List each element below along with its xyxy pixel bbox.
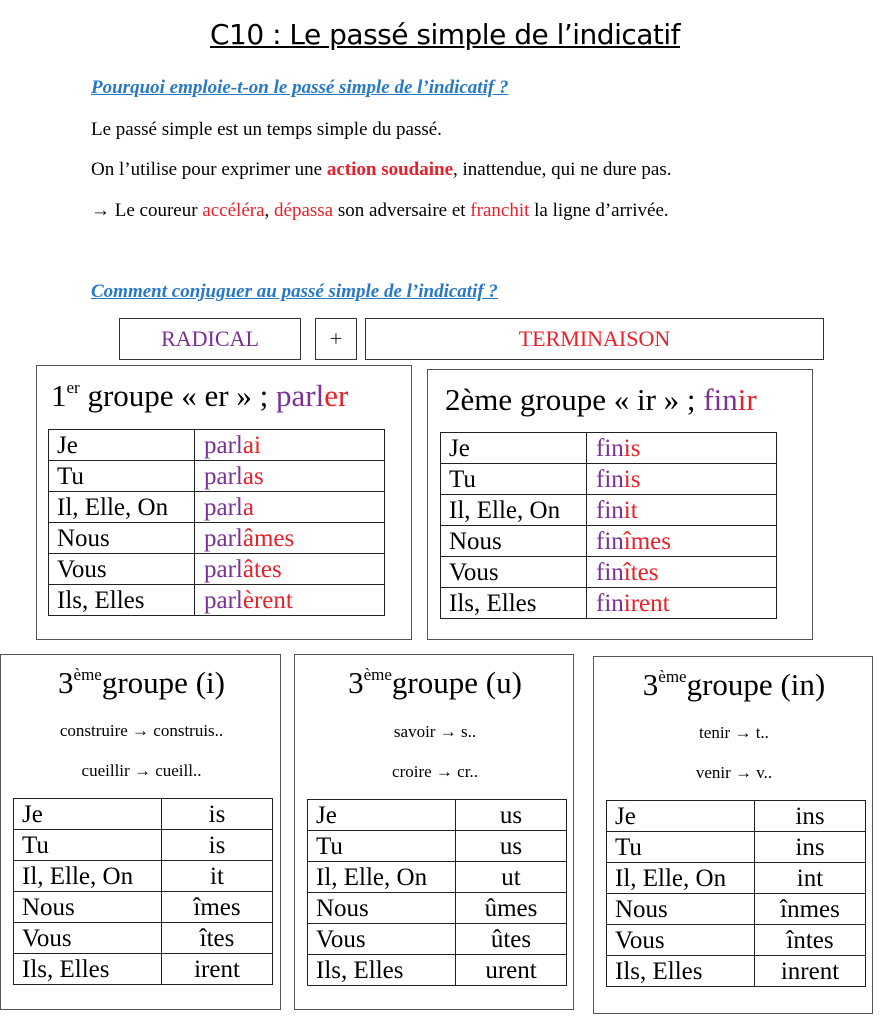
conjugation-cell: [587, 433, 777, 464]
verb-stem: parl: [204, 493, 243, 521]
definition-line: Le passé simple est un temps simple du passé.: [91, 119, 442, 140]
pronoun-cell: Nous: [308, 893, 456, 924]
group2-label: 2ème groupe « ir » ;: [445, 382, 704, 417]
conjugation-cell: is: [162, 830, 273, 861]
verb-ending: it: [623, 496, 638, 524]
table-row: [441, 557, 777, 588]
group3i-num: 3: [58, 665, 74, 700]
group3u-heading: [295, 665, 575, 701]
group3in-num: 3: [642, 667, 659, 702]
group3u-table: [307, 799, 567, 986]
verb-stem: fin: [596, 589, 624, 617]
group3u-rule-2: croire → cr..: [392, 762, 478, 781]
verb-ending: is: [623, 465, 641, 493]
pronoun-cell: Je: [14, 799, 162, 830]
table-row: [49, 461, 385, 492]
table-row: [14, 892, 273, 923]
group3i-sup: ème: [73, 665, 102, 684]
table-row: [607, 894, 866, 925]
pronoun-cell: Ils, Elles: [607, 956, 755, 987]
terminaison-box: TERMINAISON: [365, 318, 824, 360]
pronoun-cell: Nous: [441, 526, 587, 557]
group2-table: [440, 432, 777, 619]
pronoun-cell: Ils, Elles: [49, 585, 195, 616]
conjugation-cell: inrent: [755, 956, 866, 987]
verb-stem: parl: [204, 431, 243, 459]
plus-box: +: [315, 318, 357, 360]
pronoun-cell: Nous: [14, 892, 162, 923]
conjugation-cell: irent: [162, 954, 273, 985]
table-row: [607, 956, 866, 987]
verb-ending: ai: [242, 431, 261, 459]
conjugation-cell: înmes: [755, 894, 866, 925]
conjugation-cell: îmes: [162, 892, 273, 923]
conjugation-cell: [587, 495, 777, 526]
table-row: [308, 893, 567, 924]
example-text-4: la ligne d’arrivée.: [529, 200, 669, 221]
group3u-sup: ème: [363, 665, 392, 684]
verb-ending: âtes: [242, 555, 282, 583]
table-row: [607, 832, 866, 863]
group2-panel: [427, 369, 813, 640]
pronoun-cell: Vous: [14, 923, 162, 954]
table-row: [607, 801, 866, 832]
verb-ending: îtes: [623, 558, 659, 586]
table-row: [14, 830, 273, 861]
question-why: Pourquoi emploie-t-on le passé simple de l’indicatif ?: [91, 77, 509, 98]
example-text-3: son adversaire et: [333, 200, 471, 221]
table-row: [308, 924, 567, 955]
conjugation-cell: [587, 464, 777, 495]
verb-ending: âmes: [242, 524, 295, 552]
pronoun-cell: Je: [308, 800, 456, 831]
example-verb-3: franchit: [470, 200, 530, 221]
verb-stem: parl: [204, 555, 243, 583]
group3in-rule-2: venir → v..: [695, 763, 773, 782]
arrow-icon: →: [91, 200, 110, 221]
group3i-rule-1: construire → construis..: [59, 721, 224, 740]
pronoun-cell: Ils, Elles: [14, 954, 162, 985]
conjugation-cell: îtes: [162, 923, 273, 954]
verb-ending: èrent: [242, 586, 293, 614]
pronoun-cell: Tu: [441, 464, 587, 495]
conjugation-cell: întes: [755, 925, 866, 956]
conjugation-cell: ut: [456, 862, 567, 893]
group3i-rule-2: cueillir → cueill..: [81, 761, 202, 780]
pronoun-cell: Vous: [607, 925, 755, 956]
group1-label: groupe « er » ;: [79, 378, 276, 413]
group1-heading: [51, 378, 348, 414]
table-row: [441, 433, 777, 464]
table-row: [441, 495, 777, 526]
conjugation-cell: [587, 588, 777, 619]
table-row: [49, 430, 385, 461]
pronoun-cell: Il, Elle, On: [607, 863, 755, 894]
example-line: [91, 200, 669, 222]
table-row: [49, 492, 385, 523]
group3i-panel: [0, 654, 281, 1010]
usage-line: [91, 159, 671, 181]
group3in-panel: [593, 656, 873, 1014]
conjugation-cell: [195, 492, 385, 523]
conjugation-cell: int: [755, 863, 866, 894]
pronoun-cell: Tu: [14, 830, 162, 861]
conjugation-cell: [195, 461, 385, 492]
pronoun-cell: Ils, Elles: [441, 588, 587, 619]
group1-table: [48, 429, 385, 616]
example-verb-2: dépassa: [274, 200, 334, 221]
group3u-label: groupe (u): [391, 665, 522, 700]
pronoun-cell: Vous: [49, 554, 195, 585]
table-row: [14, 954, 273, 985]
verb-stem: fin: [596, 496, 624, 524]
usage-highlight: action soudaine: [326, 159, 454, 180]
example-verb-1: accéléra: [202, 200, 265, 221]
verb-stem: parl: [204, 524, 243, 552]
table-row: [607, 925, 866, 956]
pronoun-cell: Il, Elle, On: [441, 495, 587, 526]
conjugation-cell: urent: [456, 955, 567, 986]
conjugation-cell: [195, 430, 385, 461]
group2-verb-radical: fin: [703, 382, 738, 417]
pronoun-cell: Tu: [49, 461, 195, 492]
verb-ending: a: [242, 493, 254, 521]
table-row: [49, 554, 385, 585]
pronoun-cell: Il, Elle, On: [49, 492, 195, 523]
pronoun-cell: Je: [441, 433, 587, 464]
group3in-table: [606, 800, 866, 987]
usage-text-2: , inattendue, qui ne dure pas.: [453, 159, 672, 180]
group1-num: 1: [51, 378, 67, 413]
table-row: [308, 955, 567, 986]
verb-ending: is: [623, 434, 641, 462]
verb-ending: irent: [623, 589, 670, 617]
conjugation-cell: [195, 523, 385, 554]
pronoun-cell: Tu: [607, 832, 755, 863]
pronoun-cell: Je: [49, 430, 195, 461]
table-row: [49, 523, 385, 554]
group3i-table: [13, 798, 273, 985]
conjugation-cell: is: [162, 799, 273, 830]
example-text-2: ,: [264, 200, 275, 221]
pronoun-cell: Vous: [441, 557, 587, 588]
pronoun-cell: Je: [607, 801, 755, 832]
example-text-1: Le coureur: [110, 200, 203, 221]
question-how: Comment conjuguer au passé simple de l’indicatif ?: [91, 281, 498, 302]
verb-stem: fin: [596, 434, 624, 462]
group1-panel: [36, 365, 412, 640]
group3in-rule-1: tenir → t..: [699, 723, 769, 742]
conjugation-cell: ûtes: [456, 924, 567, 955]
conjugation-cell: us: [456, 800, 567, 831]
verb-stem: fin: [596, 527, 624, 555]
verb-ending: as: [242, 462, 264, 490]
group3in-heading: [594, 667, 874, 703]
table-row: [441, 588, 777, 619]
table-row: [441, 464, 777, 495]
group1-sup: er: [66, 378, 80, 397]
verb-ending: îmes: [623, 527, 671, 555]
conjugation-cell: [587, 526, 777, 557]
conjugation-cell: [195, 585, 385, 616]
table-row: [607, 863, 866, 894]
pronoun-cell: Il, Elle, On: [14, 861, 162, 892]
pronoun-cell: Il, Elle, On: [308, 862, 456, 893]
pronoun-cell: Nous: [607, 894, 755, 925]
radical-box: RADICAL: [119, 318, 301, 360]
conjugation-cell: it: [162, 861, 273, 892]
verb-stem: fin: [596, 465, 624, 493]
pronoun-cell: Vous: [308, 924, 456, 955]
table-row: [14, 799, 273, 830]
table-row: [308, 862, 567, 893]
table-row: [308, 831, 567, 862]
table-row: [14, 923, 273, 954]
verb-stem: parl: [204, 586, 243, 614]
conjugation-cell: ins: [755, 832, 866, 863]
group2-heading: [445, 382, 757, 418]
group3u-panel: [294, 654, 574, 1010]
group3in-label: groupe (in): [686, 667, 826, 702]
conjugation-cell: [587, 557, 777, 588]
verb-stem: fin: [596, 558, 624, 586]
group3u-rule-1: savoir → s..: [393, 722, 477, 741]
group1-verb-ending: er: [324, 378, 349, 413]
group1-verb-radical: parl: [276, 378, 325, 413]
pronoun-cell: Tu: [308, 831, 456, 862]
group3i-heading: [1, 665, 282, 701]
pronoun-cell: Ils, Elles: [308, 955, 456, 986]
table-row: [308, 800, 567, 831]
group3i-label: groupe (i): [101, 665, 225, 700]
page-title: C10 : Le passé simple de l’indicatif: [209, 18, 681, 51]
conjugation-cell: [195, 554, 385, 585]
table-row: [441, 526, 777, 557]
group3in-sup: ème: [658, 667, 687, 686]
conjugation-cell: ins: [755, 801, 866, 832]
conjugation-cell: us: [456, 831, 567, 862]
group2-verb-ending: ir: [737, 382, 757, 417]
table-row: [14, 861, 273, 892]
usage-text-1: On l’utilise pour exprimer une: [91, 159, 327, 180]
group3u-num: 3: [348, 665, 364, 700]
verb-stem: parl: [204, 462, 243, 490]
conjugation-cell: ûmes: [456, 893, 567, 924]
pronoun-cell: Nous: [49, 523, 195, 554]
table-row: [49, 585, 385, 616]
